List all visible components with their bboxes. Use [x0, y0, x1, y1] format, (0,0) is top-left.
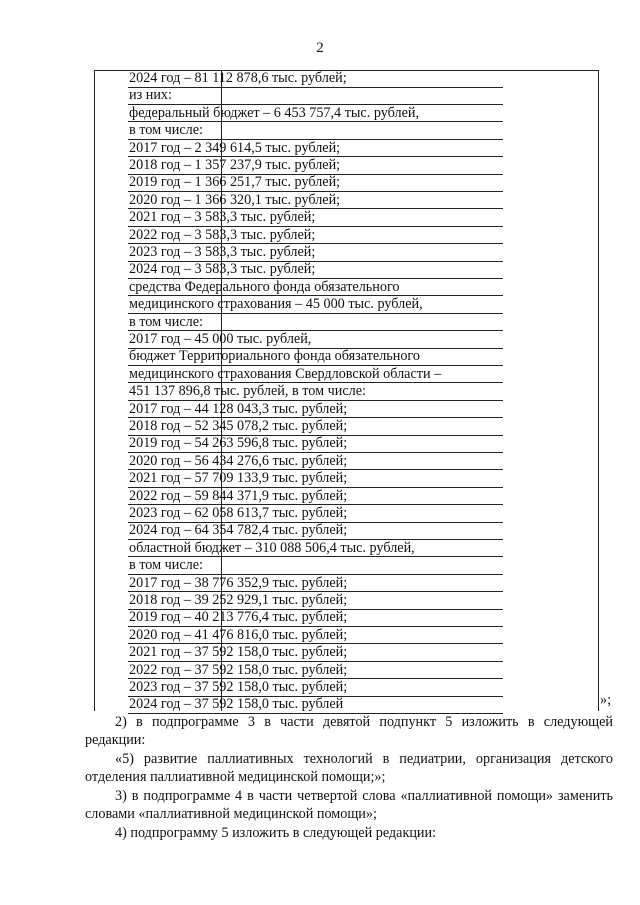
paragraph-item-3: 3) в подпрограмме 4 в части четвертой слова «паллиативной помощи» заменить словами «паллиативной медицинской помощи»; [85, 788, 613, 823]
table-line: 2022 год – 3 583,3 тыс. рублей; [128, 227, 503, 245]
table-line: в том числе: [128, 557, 503, 575]
table-line: 2023 год – 3 583,3 тыс. рублей; [128, 244, 503, 262]
closing-quote: »; [600, 692, 612, 708]
table-line: 2021 год – 37 592 158,0 тыс. рублей; [128, 644, 503, 662]
table-line: 2021 год – 3 583,3 тыс. рублей; [128, 209, 503, 227]
paragraph-item-4: 4) подпрограмму 5 изложить в следующей редакции: [115, 825, 437, 841]
table-line: 2018 год – 1 357 237,9 тыс. рублей; [128, 157, 503, 175]
table-line: из них: [128, 87, 503, 105]
table-line: 2023 год – 62 058 613,7 тыс. рублей; [128, 505, 503, 523]
table-line: 2019 год – 1 366 251,7 тыс. рублей; [128, 174, 503, 192]
table-line: медицинского страхования Свердловской области – [128, 366, 503, 384]
table-line: федеральный бюджет – 6 453 757,4 тыс. рублей, [128, 105, 503, 123]
table-line: 2017 год – 45 000 тыс. рублей, [128, 331, 503, 349]
table-line: 2020 год – 56 434 276,6 тыс. рублей; [128, 453, 503, 471]
table-line: 2020 год – 41 476 816,0 тыс. рублей; [128, 627, 503, 645]
table-line: 2019 год – 54 263 596,8 тыс. рублей; [128, 435, 503, 453]
table-line: 2024 год – 3 583,3 тыс. рублей; [128, 261, 503, 279]
table-line: 2017 год – 38 776 352,9 тыс. рублей; [128, 575, 503, 593]
table-line: областной бюджет – 310 088 506,4 тыс. рублей, [128, 540, 503, 558]
table-line: 451 137 896,8 тыс. рублей, в том числе: [128, 383, 503, 401]
table-line: 2018 год – 52 345 078,2 тыс. рублей; [128, 418, 503, 436]
table-line: 2017 год – 2 349 614,5 тыс. рублей; [128, 140, 503, 158]
table-line: 2022 год – 37 592 158,0 тыс. рублей; [128, 662, 503, 680]
table-line: медицинского страхования – 45 000 тыс. рублей, [128, 296, 503, 314]
table-line: 2024 год – 81 112 878,6 тыс. рублей; [128, 70, 503, 88]
table-line: 2018 год – 39 252 929,1 тыс. рублей; [128, 592, 503, 610]
page-number: 2 [316, 40, 324, 56]
table-line: 2021 год – 57 709 133,9 тыс. рублей; [128, 470, 503, 488]
table-line: 2017 год – 44 128 043,3 тыс. рублей; [128, 401, 503, 419]
paragraph-item-2-quote: «5) развитие паллиативных технологий в педиатрии, организация детского отделения паллиативной медицинской помощи;»; [85, 751, 613, 786]
table-line: 2022 год – 59 844 371,9 тыс. рублей; [128, 488, 503, 506]
table-line: 2023 год – 37 592 158,0 тыс. рублей; [128, 679, 503, 697]
table-line: в том числе: [128, 122, 503, 140]
table-line: 2019 год – 40 213 776,4 тыс. рублей; [128, 609, 503, 627]
table-line: в том числе: [128, 314, 503, 332]
table-line: 2020 год – 1 366 320,1 тыс. рублей; [128, 192, 503, 210]
table-line: бюджет Территориального фонда обязательного [128, 348, 503, 366]
table-line: 2024 год – 64 354 782,4 тыс. рублей; [128, 522, 503, 540]
table-line: 2024 год – 37 592 158,0 тыс. рублей [128, 696, 503, 714]
table-line: средства Федерального фонда обязательного [128, 279, 503, 297]
paragraph-item-2: 2) в подпрограмме 3 в части девятой подпункт 5 изложить в следующей редакции: [85, 714, 613, 749]
